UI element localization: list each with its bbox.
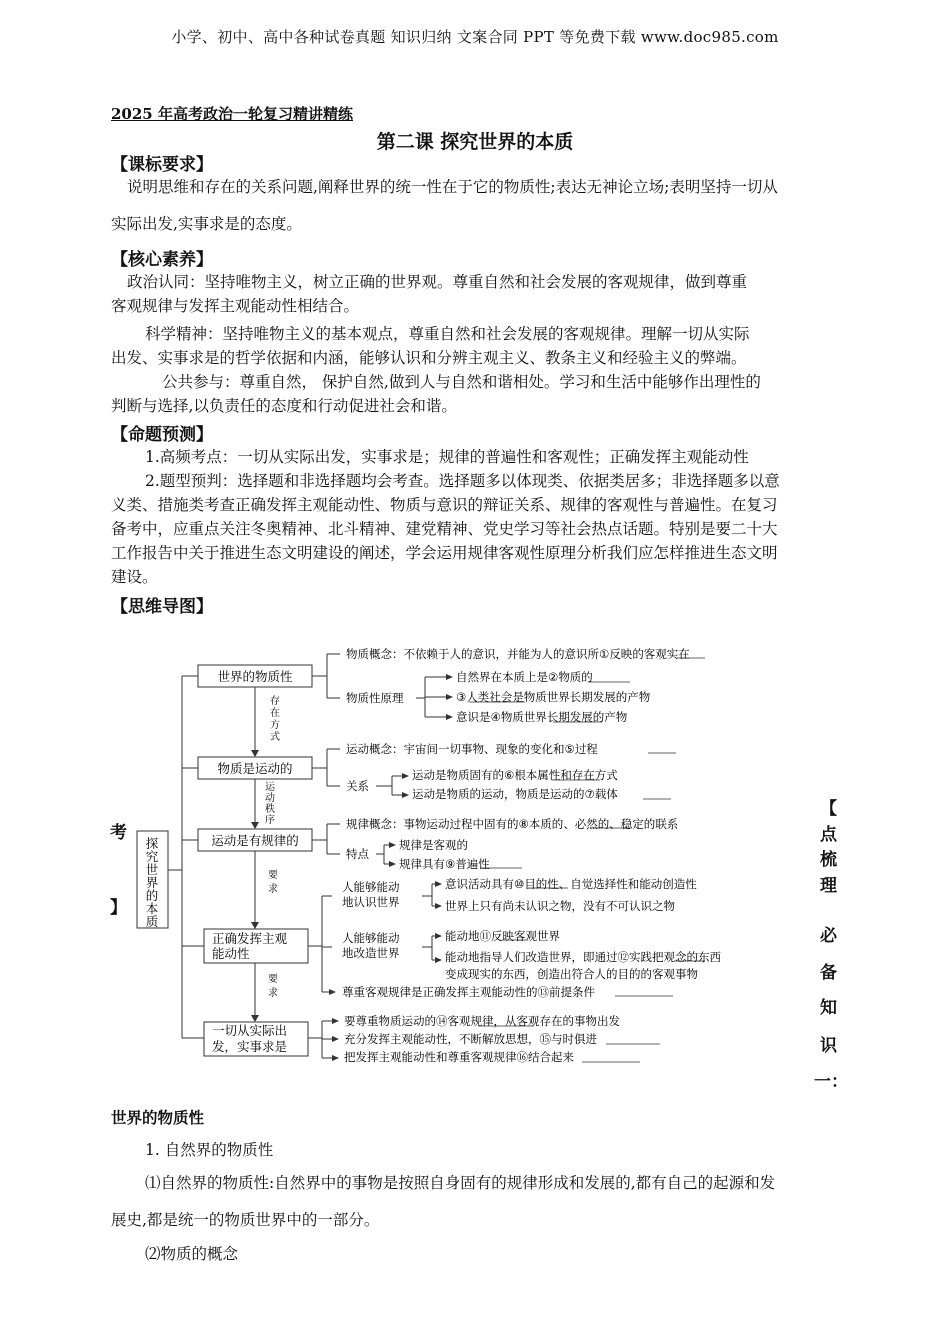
side-label-left-top: 考: [110, 823, 127, 843]
item-nature-materiality: 1. 自然界的物质性: [145, 1141, 274, 1159]
arrow-label-4a: 要: [268, 974, 278, 985]
root-char-5: 的: [145, 888, 159, 903]
b3-features: 特点: [346, 847, 369, 861]
section-heading-mindmap: 【思维导图】: [111, 597, 213, 617]
section-heading-materiality: 世界的物质性: [111, 1109, 205, 1127]
arrow-label-1c: 方: [270, 720, 280, 731]
item-1-1-line-1: ⑴自然界的物质性:自然界中的事物是按照自身固有的规律形成和发展的,都有自己的起源和发: [145, 1174, 776, 1192]
b3-feature-item-1: 规律是客观的: [399, 838, 468, 852]
arrow-label-2b: 动: [265, 793, 275, 804]
section-heading-competencies: 【核心素养】: [111, 250, 213, 270]
section-heading-prediction: 【命题预测】: [111, 425, 213, 445]
side-label-right-6: 备: [820, 963, 837, 983]
branch-label-4b: 能动性: [212, 946, 250, 961]
b4-premise: 尊重客观规律是正确发挥主观能动性的⑬前提条件: [342, 985, 595, 999]
competency-p2-line-2: 出发、实事求是的哲学依据和内涵，能够认识和分辨主观主义、教条主义和经验主义的弊端。: [111, 349, 747, 367]
b3-concept: 规律概念：事物运动过程中固有的⑧本质的、必然的、稳定的联系: [346, 817, 679, 831]
b5-item-1: 要尊重物质运动的⑭客观规律，从客观存在的事物出发: [344, 1014, 620, 1028]
prediction-line-3: 义类、措施类考查正确发挥主观能动性、物质与意识的辩证关系、规律的客观性与普遍性。在复习: [111, 496, 778, 514]
prediction-line-6: 建设。: [111, 568, 158, 586]
mindmap: [120, 620, 810, 1080]
b3-feature-item-2: 规律具有⑨普遍性: [399, 857, 490, 871]
arrow-label-1b: 在: [270, 708, 280, 719]
competency-p1-line-1: 政治认同：坚持唯物主义，树立正确的世界观。尊重自然和社会发展的客观规律，做到尊重: [127, 273, 748, 291]
branch-label-3: 运动是有规律的: [211, 833, 299, 848]
b4-cognize-b: 地认识世界: [342, 895, 400, 909]
prediction-line-5: 工作报告中关于推进生态文明建设的阐述，学会运用规律客观性原理分析我们应怎样推进生态文明: [111, 544, 778, 562]
curriculum-line-1: 说明思维和存在的关系问题,阐释世界的统一性在于它的物质性;表达无神论立场;表明坚持一切从: [127, 178, 778, 196]
b1-principle: 物质性原理: [346, 691, 404, 705]
competency-p1-line-2: 客观规律与发挥主观能动性相结合。: [111, 297, 360, 315]
b4-transform-item-2-line-2: 变成现实的东西，创造出符合人的目的的客观事物: [445, 967, 698, 981]
lesson-title: 第二课 探究世界的本质: [376, 131, 574, 153]
side-label-right-8: 识: [820, 1036, 837, 1056]
competency-p3-line-2: 判断与选择,以负责任的态度和行动促进社会和谐。: [111, 397, 457, 415]
b2-relation-item-2: 运动是物质的运动，物质是运动的⑦载体: [412, 787, 618, 801]
root-char-3: 世: [145, 862, 159, 877]
b4-cognize-a: 人能够能动: [342, 880, 400, 894]
b4-transform-b: 地改造世界: [342, 946, 400, 960]
competency-p3-line-1: 公共参与：尊重自然， 保护自然,做到人与自然和谐相处。学习和生活中能够作出理性的: [162, 373, 761, 391]
branch-label-4a: 正确发挥主观: [212, 931, 288, 946]
arrow-label-1d: 式: [270, 732, 280, 743]
root-char-4: 界: [145, 875, 159, 890]
root-char-1: 探: [145, 836, 159, 851]
side-label-right-7: 知: [820, 998, 837, 1018]
side-label-right-2: 点: [820, 825, 837, 845]
prediction-line-1: 1.高频考点：一切从实际出发，实事求是；规律的普遍性和客观性；正确发挥主观能动性: [145, 448, 749, 466]
root-char-2: 究: [145, 849, 159, 864]
arrow-label-3a: 要: [268, 870, 278, 881]
document-title: 2025 年高考政治一轮复习精讲精练: [111, 105, 353, 123]
b1-principle-item-1: 自然界在本质上是②物质的: [456, 670, 593, 684]
b2-relation: 关系: [346, 779, 369, 793]
b1-concept: 物质概念：不依赖于人的意识，并能为人的意识所①反映的客观实在: [346, 647, 690, 661]
root-char-7: 质: [145, 914, 159, 929]
b2-relation-item-1: 运动是物质固有的⑥根本属性和存在方式: [412, 768, 618, 782]
competency-p2-line-1: 科学精神：坚持唯物主义的基本观点，尊重自然和社会发展的客观规律。理解一切从实际: [145, 325, 750, 343]
b2-concept: 运动概念：宇宙间一切事物、现象的变化和⑤过程: [346, 742, 598, 756]
arrow-label-3b: 求: [268, 884, 278, 895]
b1-principle-item-2: ③人类社会是物质世界长期发展的产物: [456, 690, 651, 704]
b4-transform-item-1: 能动地⑪反映客观世界: [445, 929, 560, 943]
prediction-line-4: 备考中，应重点关注冬奥精神、北斗精神、建党精神、党史学习等社会热点话题。特别是要二十大: [111, 520, 778, 538]
branch-label-2: 物质是运动的: [217, 761, 293, 776]
arrow-label-2d: 序: [265, 815, 275, 826]
site-header: 小学、初中、高中各种试卷真题 知识归纳 文案合同 PPT 等免费下载 www.doc985.com: [171, 28, 779, 46]
root-char-6: 本: [145, 901, 159, 916]
side-label-left-bottom: 】: [110, 898, 127, 918]
b4-transform-a: 人能够能动: [342, 931, 400, 945]
side-label-right-5: 必: [820, 926, 837, 946]
arrow-label-1a: 存: [270, 696, 280, 707]
prediction-line-2: 2.题型预判：选择题和非选择题均会考查。选择题多以体现类、依据类居多；非选择题多以意: [145, 472, 780, 490]
arrow-label-2a: 运: [265, 782, 275, 793]
b5-item-3: 把发挥主观能动性和尊重客观规律⑯结合起来: [344, 1050, 574, 1064]
item-1-1-line-2: 展史,都是统一的物质世界中的一部分。: [111, 1211, 380, 1229]
arrow-label-4b: 求: [268, 988, 278, 999]
b4-cognize-item-1: 意识活动具有⑩目的性、自觉选择性和能动创造性: [445, 877, 697, 891]
side-label-right-3: 梳: [820, 850, 837, 870]
side-label-right-9: 一：: [814, 1072, 848, 1092]
branch-label-5b: 发，实事求是: [212, 1039, 288, 1054]
b5-item-2: 充分发挥主观能动性，不断解放思想，⑮与时俱进: [344, 1032, 597, 1046]
branch-label-1: 世界的物质性: [217, 669, 293, 684]
arrow-label-2c: 秩: [265, 804, 275, 815]
side-label-right-1: 【: [820, 799, 837, 819]
side-label-right-4: 理: [820, 876, 837, 896]
b4-cognize-item-2: 世界上只有尚未认识之物，没有不可认识之物: [445, 899, 675, 913]
b1-principle-item-3: 意识是④物质世界长期发展的产物: [456, 710, 628, 724]
b4-transform-item-2: 能动地指导人们改造世界，即通过⑫实践把观念的东西: [445, 950, 721, 964]
curriculum-line-2: 实际出发,实事求是的态度。: [111, 215, 302, 233]
item-1-2: ⑵物质的概念: [145, 1245, 239, 1263]
branch-label-5a: 一切从实际出: [212, 1023, 288, 1038]
section-heading-curriculum: 【课标要求】: [111, 155, 213, 175]
